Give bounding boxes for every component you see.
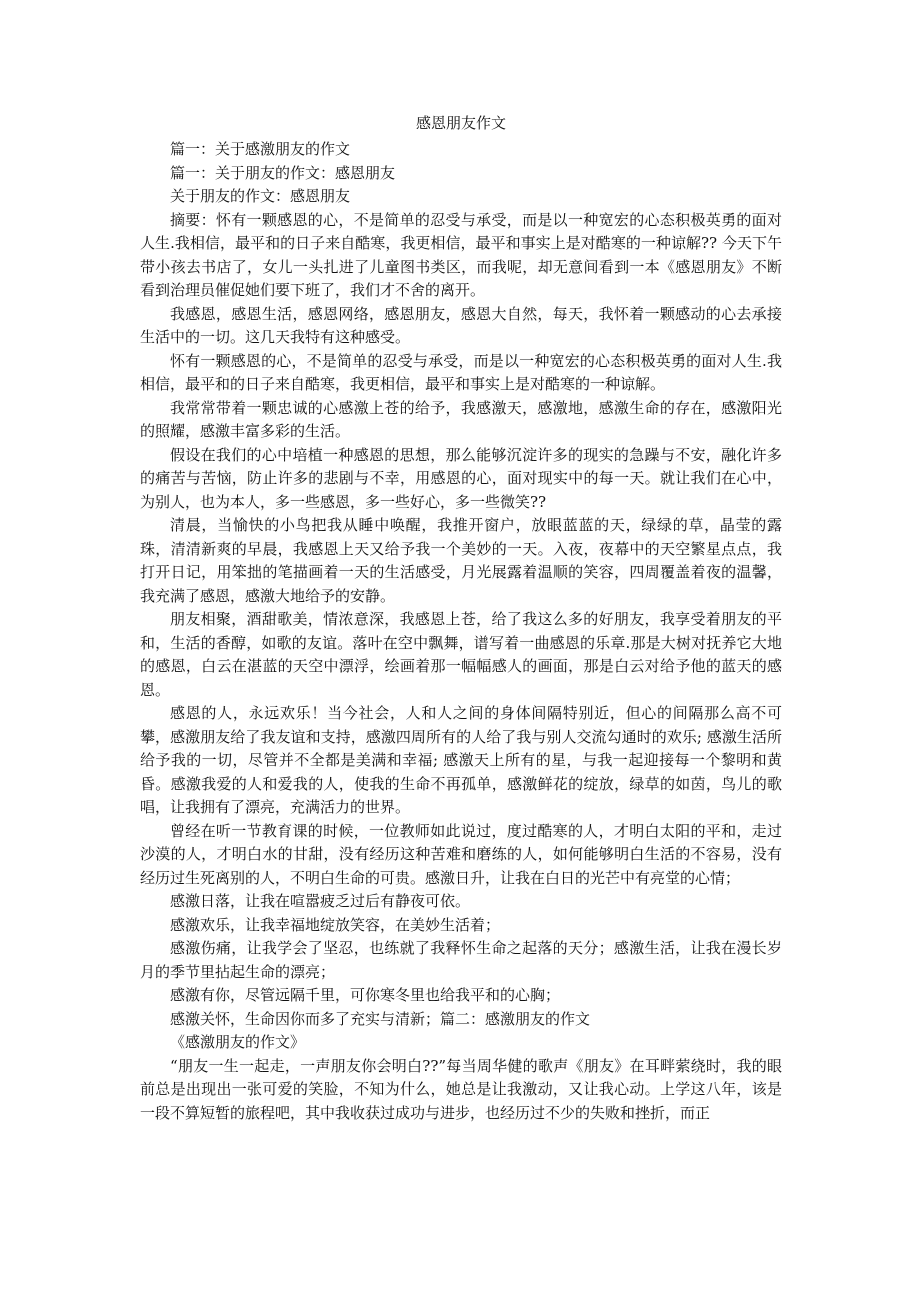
heading-line-2: 篇一：关于朋友的作文：感恩朋友: [170, 163, 396, 182]
paragraph: “朋友一生一起走，一声朋友你会明白??”每当周华健的歌声《朋友》在耳畔萦绕时，我的眼前总是出现出一张可爱的笑脸，不知为什么，她总是让我激动，又让我心动。上学这八年，该是一段不算短暂的旅程吧，其中我收获过成功与进步，也经历过不少的失败和挫折，而正: [140, 1056, 782, 1122]
paragraph: 我感恩，感恩生活，感恩网络，感恩朋友，感恩大自然，每天，我怀着一颗感动的心去承接生活中的一切。这几天我特有这种感受。: [140, 304, 782, 346]
heading-line-1: 篇一：关于感激朋友的作文: [170, 140, 351, 158]
paragraph: 我常常带着一颗忠诚的心感激上苍的给予，我感激天，感激地，感激生命的存在，感激阳光的照耀，感激丰富多彩的生活。: [140, 398, 782, 440]
paragraph: 清晨，当愉快的小鸟把我从睡中唤醒，我推开窗户，放眼蓝蓝的天，绿绿的草，晶莹的露珠，清清新爽的早晨，我感恩上天又给予我一个美妙的一天。入夜，夜幕中的天空繁星点点，我打开日记，用笨拙的笔描画着一天的生活感受，月光展露着温顺的笑容，四周覆盖着夜的温馨，我充满了感恩，感激大地给予的安静。: [140, 516, 782, 605]
paragraph: 感恩的人，永远欢乐！当今社会，人和人之间的身体间隔特别近，但心的间隔那么高不可攀，感激朋友给了我友谊和支持，感激四周所有的人给了我与别人交流勾通时的欢乐; 感激生活所给予我的一切，尽管并不全都是美满和幸福; 感激天上所有的星，与我一起迎接每一个黎明和黄昏。感激我爱的人和爱我的人，使我的生命不再孤单，感激鲜花的绽放，绿草的如茵，鸟儿的歌唱，让我拥有了漂亮，充满活力的世界。: [140, 704, 782, 816]
document-title: 感恩朋友作文: [415, 114, 506, 132]
paragraph: 感激日落，让我在喧嚣疲乏过后有静夜可依。: [170, 892, 471, 910]
heading-line-3: 关于朋友的作文：感恩朋友: [170, 187, 351, 205]
section-subtitle: 《感激朋友的作文》: [170, 1033, 306, 1051]
paragraph: 假设在我们的心中培植一种感恩的思想，那么能够沉淀许多的现实的急躁与不安，融化许多的痛苦与苦恼，防止许多的悲剧与不幸，用感恩的心，面对现实中的每一天。就让我们在心中，为别人，也为本人，多一些感恩，多一些好心，多一些微笑??: [140, 445, 782, 511]
paragraph: 感激伤痛，让我学会了坚忍，也练就了我释怀生命之起落的天分；感激生活，让我在漫长岁月的季节里拈起生命的漂亮；: [140, 939, 782, 981]
document-page: [140, 112, 782, 1125]
paragraph: 感激关怀，生命因你而多了充实与清新；篇二：感激朋友的作文: [170, 1009, 591, 1028]
paragraph: 朋友相聚，酒甜歌美，情浓意深，我感恩上苍，给了我这么多的好朋友，我享受着朋友的平和，生活的香醇，如歌的友谊。落叶在空中飘舞，谱写着一曲感恩的乐章.那是大树对抚养它大地的感恩，白云在湛蓝的天空中漂浮，绘画着那一幅幅感人的画面，那是白云对给予他的蓝天的感恩。: [140, 610, 782, 699]
paragraph-abstract: 摘要：怀有一颗感恩的心，不是简单的忍受与承受，而是以一种宽宏的心态积极英勇的面对人生.我相信，最平和的日子来自酷寒，我更相信，最平和事实上是对酷寒的一种谅解?? 今天下午带小孩去书店了，女儿一头扎进了儿童图书类区，而我呢，却无意间看到一本《感恩朋友》不断看到治理员催促她们要下班了，我们才不舍的离开。: [140, 210, 782, 299]
paragraph: 怀有一颗感恩的心，不是简单的忍受与承受，而是以一种宽宏的心态积极英勇的面对人生.我相信，最平和的日子来自酷寒，我更相信，最平和事实上是对酷寒的一种谅解。: [140, 351, 782, 393]
paragraph: 感激欢乐，让我幸福地绽放笑容，在美妙生活着；: [170, 915, 501, 934]
paragraph: 曾经在听一节教育课的时候，一位教师如此说过，度过酷寒的人，才明白太阳的平和，走过沙漠的人，才明白水的甘甜，没有经历这种苦难和磨练的人，如何能够明白生活的不容易，没有经历过生死离别的人，不明白生命的可贵。感激日升，让我在白日的光芒中有亮堂的心情；: [140, 821, 782, 887]
paragraph: 感激有你，尽管远隔千里，可你寒冬里也给我平和的心胸；: [170, 986, 561, 1004]
